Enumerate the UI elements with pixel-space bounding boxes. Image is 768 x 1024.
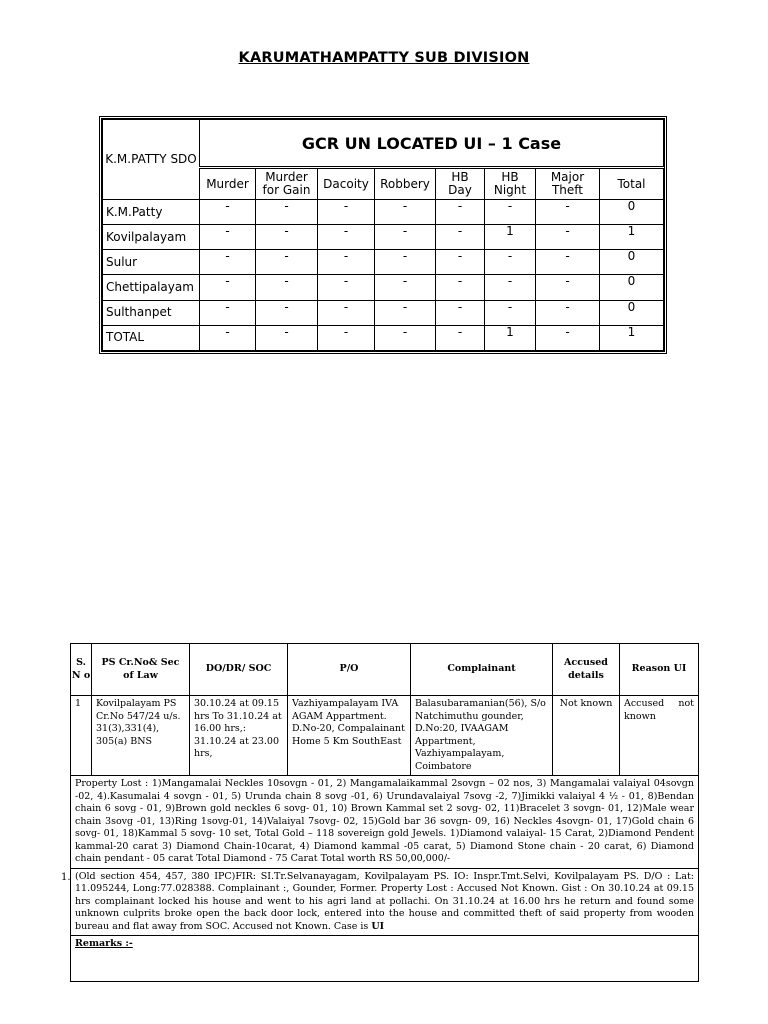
cell: - (200, 325, 256, 350)
col-header: Murder (200, 168, 256, 200)
cell: - (536, 275, 600, 300)
cell: - (318, 325, 375, 350)
col-header: Murder for Gain (256, 168, 318, 200)
gist-row (71, 868, 699, 936)
remarks-label: Remarks :- (75, 938, 133, 949)
header-do-dr-soc: DO/DR/ SOC (190, 644, 288, 696)
row-label: K.M.Patty (103, 200, 200, 225)
cell: - (256, 225, 318, 250)
sdo-header: K.M.PATTY SDO (103, 120, 200, 200)
cell: - (375, 200, 436, 225)
property-lost-text: Property Lost : 1)Mangamalai Neckles 10sovgn - 01, 2) Mangamalaikammal 2sovgn – 02 nos, 3) Mangamalai valaiyal 04sovgn -02, 4).Kasumalai 4 sovgn - 01, 5) Urunda chain 8 sovg -01, 6) Urundavalaiyal 7sovg -2, 7)Jimikki valaiyal 4 ½ - 01, 8)Bendan chain 6 sovg - 01, 9)Brown gold neckles 6 sovg- 01, 10) Brown Kammal set 2 sovg- 02, 11)Bracelet 3 sovgn- 01, 12)Male wear chain 3sovg -01, 13)Ring 1sovg-01, 14)Valaiyal 7sovg- 02, 15)Gold bar 36 sovgn- 09, 16) Neckles 4sovgn- 01, 17)Gold chain 6 sovg- 01, 18)Kammal 5 sovg- 10 set, Total Gold – 118 sovereign gold Jewels. 1)Diamond valaiyal- 15 Carat, 2)Diamond Pendent kammal-20 carat 3) Diamond Chain-10carat, 4) Diamond kammal -05 carat, 5) Diamond Stone chain - 20 carat, 6) Diamond chain pendant - 05 carat Total Diamond - 75 Carat Total worth RS 50,00,000/- (71, 776, 699, 869)
cell: - (200, 300, 256, 325)
header-ps-crno: PS Cr.No& Sec of Law (92, 644, 190, 696)
table-row-total (103, 325, 664, 350)
cell: 1 (600, 325, 664, 350)
header-accused: Accused details (553, 644, 620, 696)
col-header: Major Theft (536, 168, 600, 200)
cell: - (536, 300, 600, 325)
table-row (103, 225, 664, 250)
cell: - (536, 250, 600, 275)
cell: - (436, 200, 485, 225)
cell-complainant: Balasubaramanian(56), S/o Natchimuthu gounder, D.No:20, IVAAGAM Appartment, Vazhiyampalayam, Coimbatore (411, 696, 553, 776)
cell: - (200, 200, 256, 225)
cell: - (536, 325, 600, 350)
property-lost-row (71, 776, 699, 869)
cell: - (436, 225, 485, 250)
cell: - (318, 225, 375, 250)
header-complainant: Complainant (411, 644, 553, 696)
cell: - (256, 275, 318, 300)
header-reason-ui: Reason UI (620, 644, 699, 696)
cell: - (256, 325, 318, 350)
cell: - (375, 225, 436, 250)
cell-reason-ui: Accused not known (620, 696, 699, 776)
case-detail-table (70, 643, 699, 982)
cell: 1 (485, 225, 536, 250)
summary-table (102, 119, 664, 351)
cell: - (485, 200, 536, 225)
summary-table-frame (99, 116, 667, 354)
cell: - (436, 275, 485, 300)
col-header: Dacoity (318, 168, 375, 200)
row-label: Chettipalayam (103, 275, 200, 300)
table-row (103, 300, 664, 325)
header-sno: S. N o (71, 644, 92, 696)
cell: - (375, 300, 436, 325)
table-row (103, 200, 664, 225)
cell: - (318, 200, 375, 225)
cell: - (436, 300, 485, 325)
detail-header-row (71, 644, 699, 696)
cell: - (375, 325, 436, 350)
col-header: Robbery (375, 168, 436, 200)
cell: - (436, 325, 485, 350)
cell: 1 (485, 325, 536, 350)
header-po: P/O (288, 644, 411, 696)
cell-po: Vazhiyampalayam IVA AGAM Appartment. D.No-20, Compalainant Home 5 Km SouthEast (288, 696, 411, 776)
row-label: Sulur (103, 250, 200, 275)
row-label: Kovilpalayam (103, 225, 200, 250)
cell: - (485, 250, 536, 275)
cell: - (436, 250, 485, 275)
gist-text: (Old section 454, 457, 380 IPC)FIR: SI.Tr.Selvanayagam, Kovilpalayam PS. IO: Inspr.Tmt.Selvi, Kovilpalayam PS. D/O : Lat: 11.095244, Long:77.028388. Complainant :, Gounder, Former. Property Lost : Accused Not Known. Gist : On 30.10.24 at 09.15 hrs complainant locked his house and went to his agri land at pollachi. On 31.10.24 at 16.00 hrs he return and found some unknown culprits broke open the back door lock, entered into the house and committed theft of said property from wooden bureau and flat away from SOC. Accused not Known. Case is (75, 870, 694, 932)
cell: - (318, 250, 375, 275)
cell: - (318, 275, 375, 300)
table-row (71, 696, 699, 776)
gist-serial-number: 1. (61, 872, 71, 883)
page-title: KARUMATHAMPATTY SUB DIVISION (238, 50, 530, 66)
table-row (103, 275, 664, 300)
cell-do-dr-soc: 30.10.24 at 09.15 hrs To 31.10.24 at 16.00 hrs,: 31.10.24 at 23.00 hrs, (190, 696, 288, 776)
cell: - (200, 275, 256, 300)
cell-sno: 1 (71, 696, 92, 776)
row-label: Sulthanpet (103, 300, 200, 325)
cell-accused: Not known (553, 696, 620, 776)
cell: - (536, 200, 600, 225)
table-row (103, 250, 664, 275)
cell: 0 (600, 200, 664, 225)
cell: - (256, 200, 318, 225)
cell: 0 (600, 275, 664, 300)
cell: - (375, 250, 436, 275)
remarks-row (71, 936, 699, 982)
col-header: HB Day (436, 168, 485, 200)
cell: - (318, 300, 375, 325)
row-label: TOTAL (103, 325, 200, 350)
case-status: UI (371, 920, 385, 932)
remarks-cell (71, 936, 699, 982)
cell: 0 (600, 300, 664, 325)
cell: - (536, 225, 600, 250)
cell: - (485, 300, 536, 325)
summary-title: GCR UN LOCATED UI – 1 Case (200, 120, 664, 168)
cell: 0 (600, 250, 664, 275)
col-header: HB Night (485, 168, 536, 200)
cell: - (485, 275, 536, 300)
cell: - (256, 250, 318, 275)
cell: 1 (600, 225, 664, 250)
gist-cell (71, 868, 699, 936)
cell: - (256, 300, 318, 325)
cell: - (200, 250, 256, 275)
col-header: Total (600, 168, 664, 200)
cell: - (375, 275, 436, 300)
cell: - (200, 225, 256, 250)
cell-ps-crno: Kovilpalayam PS Cr.No 547/24 u/s. 31(3),331(4), 305(a) BNS (92, 696, 190, 776)
